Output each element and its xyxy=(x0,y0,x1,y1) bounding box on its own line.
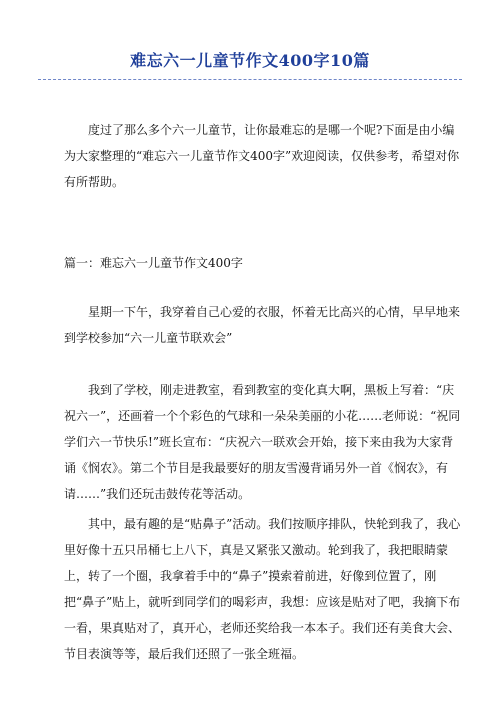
paragraph-text: 其中，最有趣的是“贴鼻子”活动。我们按顺序排队，快轮到我了，我心里好像十五只吊桶七上八下，真是又紧张又激动。轮到我了，我把眼睛蒙上，转了一个圈，我拿着手中的“鼻子”摸索着前进，好像到位置了，刚把“鼻子”贴上，就听到同学们的喝彩声，我想：应该是贴对了吧，我摘下布一看，果真贴对了，真开心，老师还奖给我一本本子。我们还有美食大会、节目表演等等，最后我们还照了一张全班福。 xyxy=(64,517,461,661)
paragraph-text: 星期一下午，我穿着自己心爱的衣服，怀着无比高兴的心情，早早地来到学校参加“六一儿童节联欢会” xyxy=(64,305,461,345)
intro-paragraph xyxy=(64,117,464,195)
title-divider xyxy=(38,79,462,80)
section-heading xyxy=(64,250,464,276)
body-paragraph-1 xyxy=(64,299,464,351)
intro-text: 度过了那么多个六一儿童节，让你最难忘的是哪一个呢?下面是由小编为大家整理的“难忘六一儿童节作文400字”欢迎阅读，仅供参考，希望对你有所帮助。 xyxy=(64,123,460,189)
paragraph-text: 我到了学校，刚走进教室，看到教室的变化真大啊，黑板上写着：“庆祝六一”，还画着一个个彩色的气球和一朵朵美丽的小花……老师说：“祝同学们六一节快乐!”班长宣布：“庆祝六一联欢会开始，接下来由我为大家背诵《悯农》。第二个节目是我最要好的朋友雪漫背诵另外一首《悯农》，有请……”我们还玩击鼓传花等活动。 xyxy=(64,383,461,501)
section-heading-text: 篇一：难忘六一儿童节作文400字 xyxy=(64,256,243,270)
body-paragraph-3 xyxy=(64,511,464,667)
body-paragraph-2 xyxy=(64,377,464,507)
document-title: 难忘六一儿童节作文400字10篇 xyxy=(130,51,370,70)
